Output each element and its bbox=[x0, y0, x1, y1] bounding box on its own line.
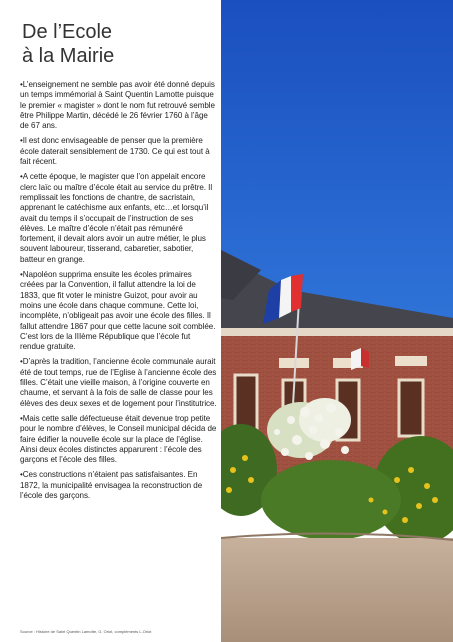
gravel-path bbox=[221, 538, 453, 642]
title-line-1: De l’Ecole bbox=[22, 21, 113, 43]
paragraph: •Mais cette salle défectueuse était devenue trop petite pour le nombre d’élèves, le Conseil municipal décida de faire édifier la nouvelle école sur la place de l’église. Ainsi deux écoles distinctes apparurent : l’école des garçons et l’école des filles. bbox=[20, 413, 217, 465]
paragraph: •D’après la tradition, l’ancienne école communale aurait été de tout temps, rue de l’Eglise à l’ancienne école des filles. C’était une vieille maison, à l’origine couverte en chaume, et servant à la fois de salle de classe pour les élèves des deux sexes et de logement pour l’institutrice. bbox=[20, 357, 217, 408]
text-column bbox=[0, 0, 221, 642]
page-title bbox=[22, 20, 217, 68]
paragraph: •Il est donc envisageable de penser que la première école daterait sensiblement de 1730. Ce qui est tout à fait récent. bbox=[20, 136, 210, 167]
mairie-photo bbox=[221, 0, 453, 642]
paragraph: •Ces constructions n’étaient pas satisfaisantes. En 1872, la municipalité envisagea la reconstruction de l’école des garçons. bbox=[20, 470, 203, 500]
article-body bbox=[20, 80, 217, 506]
paragraph: •A cette époque, le magister que l’on appelait encore clerc laïc ou maître d’école était au service du prêtre. Il remplissait les fonctions de chantre, de sacristain, apprenant le catéchisme aux enfants, etc…et lorsqu’il avait du temps il s’occupait de l’instruction de ses élèves. Le maître d’école n’était pas rémunéré fortement, il devait alors avoir un autre métier, le plus souvent laboureur, tisserand, cabaretier, sabotier, batteur en grange. bbox=[20, 172, 213, 264]
source-note: Source : Histoire de Saint Quentin Lamotte, G. Oriot, compléments L.Oriot bbox=[20, 629, 152, 634]
window bbox=[399, 380, 423, 436]
paragraph: •Napoléon supprima ensuite les écoles primaires créées par la Convention, il fallut attendre la loi de 1833, que fit voter le ministre Guizot, pour avoir au moins une école dans chaque commune. Cette loi, incomplète, n’obligeait pas avoir une école des filles. Il fallut attendre 1867 pour que cette lacune soit comblée. C’est lors de la IIIème République que l’école fut rendue gratuite. bbox=[20, 270, 216, 352]
title-line-2: à la Mairie bbox=[22, 45, 115, 67]
paragraph: •L’enseignement ne semble pas avoir été donné depuis un temps immémorial à Saint Quentin Lamotte puisque le premier « magister » dont le nom fut retrouvé semble être Philippe Martin, décédé le 26 février 1760 à l’âge de 67 ans. bbox=[20, 80, 215, 131]
